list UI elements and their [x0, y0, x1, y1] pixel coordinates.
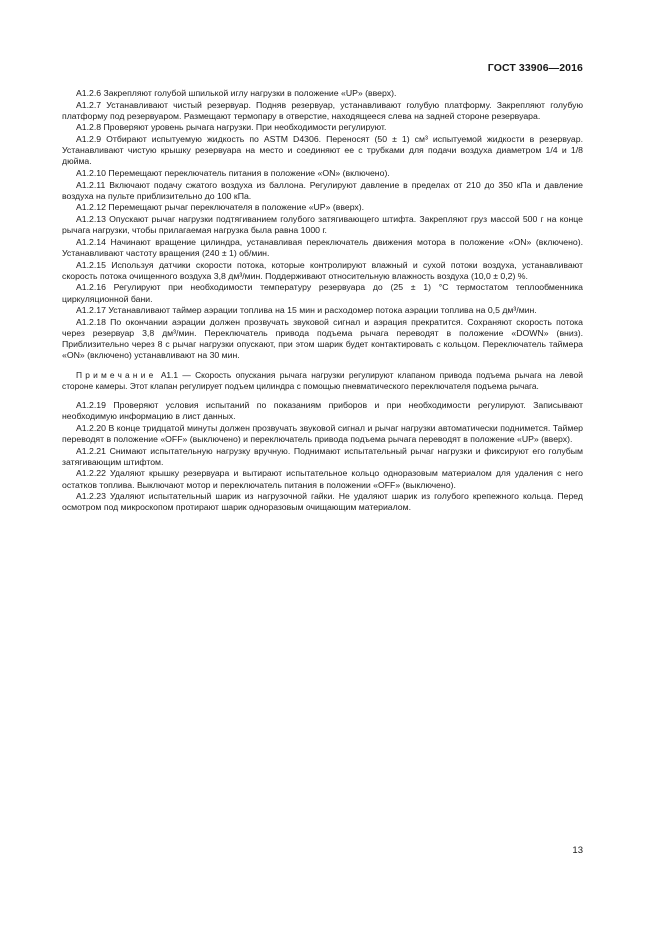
- paragraph-a1-2-13: А1.2.13 Опускают рычаг нагрузки подтягиванием голубого затягивающего штифта. Закрепляют груз массой 500 г на конце рычага нагрузки, чтобы прилагаемая нагрузка была равна 1000 г.: [62, 213, 583, 236]
- paragraph-a1-2-11: А1.2.11 Включают подачу сжатого воздуха из баллона. Регулируют давление в пределах от 210 до 350 кПа и давление воздуха на пульте приблизительно до 100 кПа.: [62, 179, 583, 201]
- note-a1-1: [62, 370, 583, 392]
- paragraph-a1-2-22: А1.2.22 Удаляют крышку резервуара и вытирают испытательное кольцо одноразовым материалом для удаления с него остатков топлива. Выключают мотор и переключатель питания в положении «OFF» (выключено).: [62, 468, 583, 490]
- paragraph-a1-2-6: А1.2.6 Закрепляют голубой шпилькой иглу нагрузки в положение «UP» (вверх).: [76, 88, 397, 98]
- paragraph-a1-2-14: А1.2.14 Начинают вращение цилиндра, устанавливая переключатель движения мотора в положение «ON» (включено). Устанавливают частоту вращения (240 ± 1) об/мин.: [62, 236, 583, 258]
- page-number: 13: [572, 845, 583, 856]
- paragraph-a1-2-18: А1.2.18 По окончании аэрации должен прозвучать звуковой сигнал и аэрация прекратится. Сохраняют скорость потока через резервуар 3,8 дм³/мин. Переключатель привода подъема рычага переводят в положение «DOWN» (вниз). Приблизительно через 8 с рычаг нагрузки опускают, при этом шарик будет контактировать с кольцом. Переключатель таймера «ON» (включено) устанавливают на 30 мин.: [62, 316, 583, 361]
- paragraph-a1-2-19: А1.2.19 Проверяют условия испытаний по показаниям приборов и при необходимости регулируют. Записывают необходимую информацию в лист данных.: [62, 399, 583, 422]
- paragraph-a1-2-12: А1.2.12 Перемещают рычаг переключателя в положение «UP» (вверх).: [76, 202, 365, 213]
- paragraph-a1-2-20: А1.2.20 В конце тридцатой минуты должен прозвучать звуковой сигнал и рычаг нагрузки автоматически поднимется. Таймер переводят в положение «OFF» (выключено) и переключатель привода подъема рычага переводят в положение «UP» (вверх).: [62, 422, 583, 444]
- note-text: А1.1 — Скорость опускания рычага нагрузки регулируют клапаном привода подъема рычага на левой стороне камеры. Этот клапан регулирует подъем цилиндра с помощью пневматического переключателя подъема рычага.: [62, 369, 583, 391]
- paragraph-a1-2-8: А1.2.8 Проверяют уровень рычага нагрузки. При необходимости регулируют.: [76, 122, 387, 133]
- document-body: [62, 88, 583, 514]
- paragraph-a1-2-10: А1.2.10 Перемещают переключатель питания в положение «ON» (включено).: [76, 167, 390, 178]
- paragraph-a1-2-23: А1.2.23 Удаляют испытательный шарик из нагрузочной гайки. Не удаляют шарик из голубого крепежного кольца. Перед осмотром под микроскопом протирают шарик одноразовым очищающим материалом.: [62, 491, 583, 513]
- paragraph-a1-2-21: А1.2.21 Снимают испытательную нагрузку вручную. Поднимают испытательный рычаг нагрузки и фиксируют его голубым затягивающим штифтом.: [62, 445, 583, 467]
- note-label: Примечание: [76, 369, 157, 380]
- paragraph-a1-2-7: А1.2.7 Устанавливают чистый резервуар. Подняв резервуар, устанавливают голубую платформу. Закрепляют голубую платформу под резервуаром. Размещают термопару в отверстие, находящееся слева на задней стороне резервуара.: [62, 99, 583, 121]
- paragraph-a1-2-9: А1.2.9 Отбирают испытуемую жидкость по ASTM D4306. Переносят (50 ± 1) см³ испытуемой жидкости в резервуар. Устанавливают чистую крышку резервуара на место и соединяют ее с трубками для подачи воздуха диаметром 1/4 и 1/8 дюйма.: [62, 133, 583, 167]
- paragraph-a1-2-17: А1.2.17 Устанавливают таймер аэрации топлива на 15 мин и расходомер потока аэрации топлива на 0,5 дм³/мин.: [76, 305, 537, 316]
- paragraph-a1-2-15: А1.2.15 Используя датчики скорости потока, которые контролируют влажный и сухой потоки воздуха, устанавливают скорость потока очищенного воздуха 3,8 дм³/мин. Поддерживают относительную влажность воздуха (10,0 ± 0,2) %.: [62, 259, 583, 281]
- standard-code-header: ГОСТ 33906—2016: [487, 62, 583, 74]
- paragraph-a1-2-16: А1.2.16 Регулируют при необходимости температуру резервуара до (25 ± 1) °С термостатом теплообменника циркуляционной бани.: [62, 282, 583, 304]
